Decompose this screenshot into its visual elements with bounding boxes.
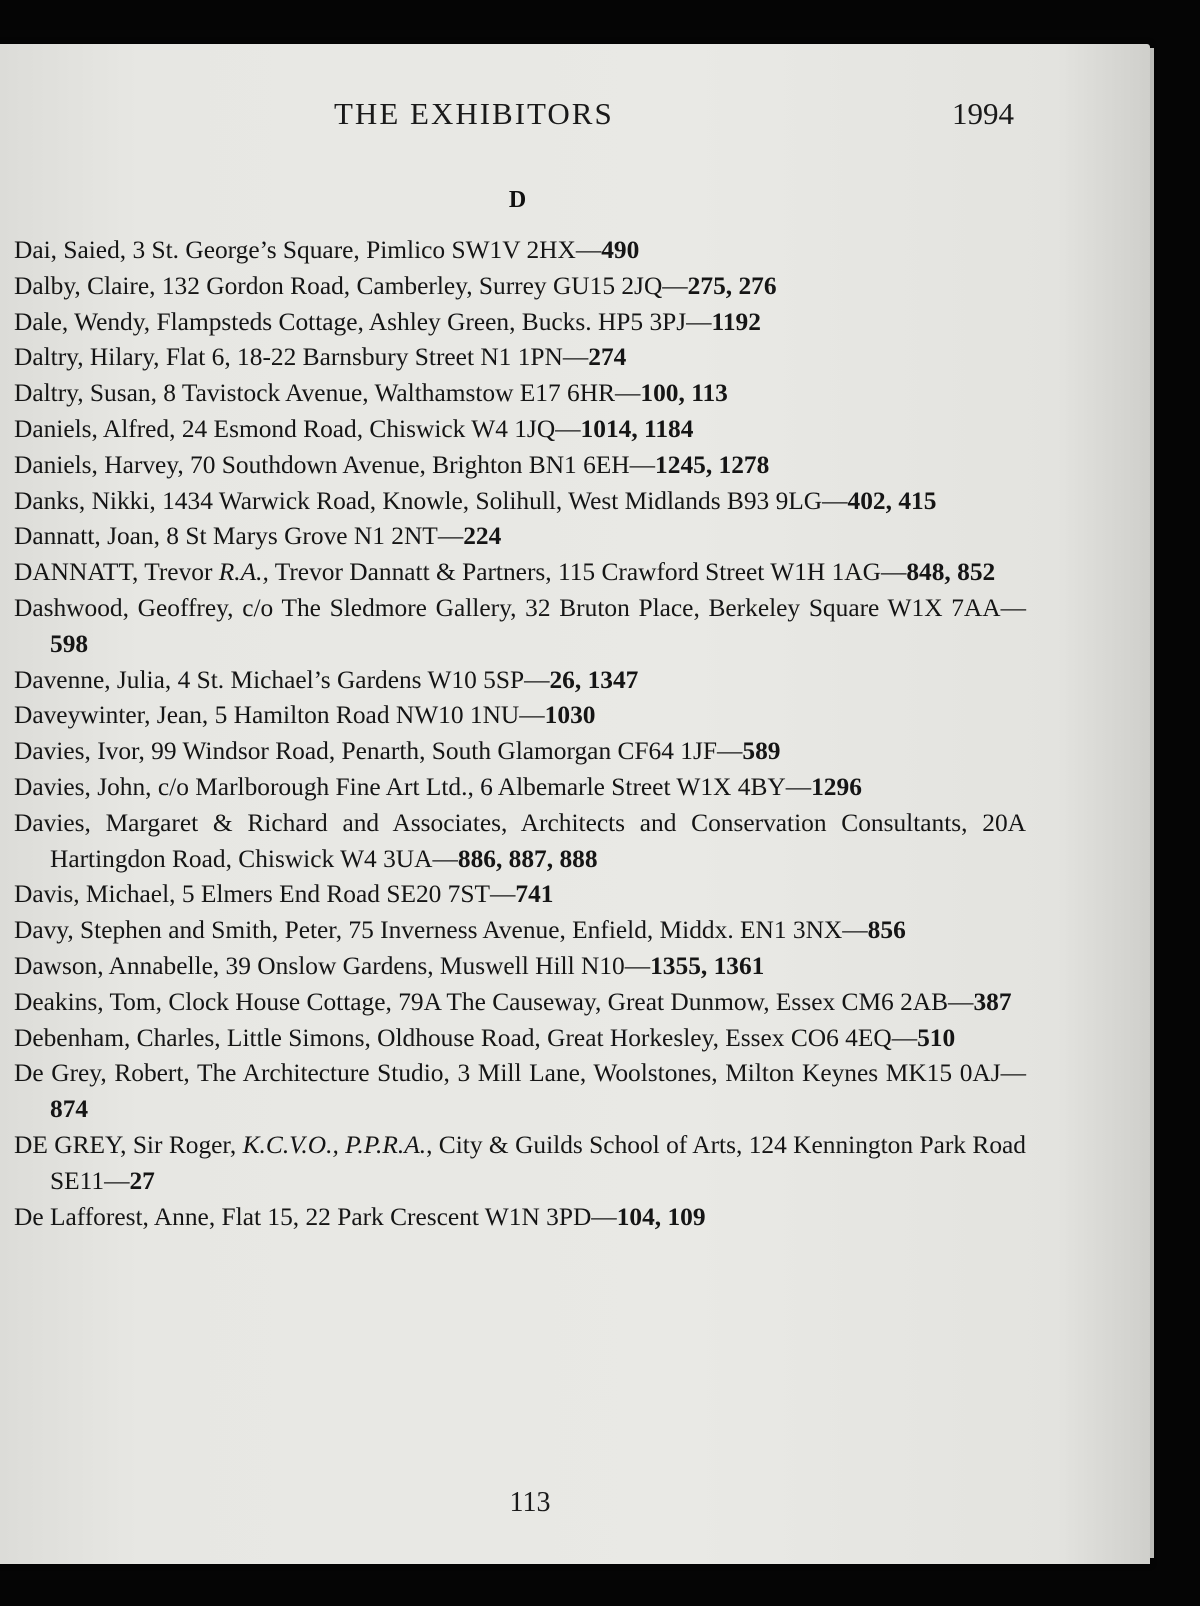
entry-catalogue-numbers: 387 [973, 987, 1012, 1016]
entry-text: Davies, John, c/o Marlborough Fine Art Ltd., 6 Albemarle Street W1X 4BY— [14, 772, 812, 801]
entry-catalogue-numbers: 1014, 1184 [580, 414, 694, 443]
entry-honours: R.A., [218, 558, 269, 587]
entry-catalogue-numbers: 886, 887, 888 [457, 844, 598, 873]
entry-text: Danks, Nikki, 1434 Warwick Road, Knowle, Solihull, West Midlands B93 9LG— [14, 486, 848, 515]
exhibitor-entry [14, 770, 1026, 806]
entry-catalogue-numbers: 1192 [711, 307, 761, 336]
entry-catalogue-numbers: 848, 852 [906, 558, 996, 587]
entry-text: Debenham, Charles, Little Simons, Oldhouse Road, Great Horkesley, Essex CO6 4EQ— [14, 1023, 918, 1052]
entry-catalogue-numbers: 224 [463, 522, 502, 551]
page-edge [1150, 48, 1154, 1558]
entry-catalogue-numbers: 1355, 1361 [650, 951, 765, 980]
exhibitor-entry [14, 663, 1026, 699]
exhibitor-entry [14, 913, 1026, 949]
entry-text: Davis, Michael, 5 Elmers End Road SE20 7ST— [14, 880, 516, 909]
entry-text: Davies, Ivor, 99 Windsor Road, Penarth, South Glamorgan CF64 1JF— [14, 737, 743, 766]
exhibitor-entry [14, 806, 1026, 878]
entry-catalogue-numbers: 1296 [811, 772, 862, 801]
exhibitor-entry [14, 376, 1026, 412]
entry-text: Davies, Margaret & Richard and Associates, Architects and Conservation Consultants, 20A Hartingdon Road, Chiswick W4 3UA— [14, 808, 1026, 873]
entry-text: Daltry, Susan, 8 Tavistock Avenue, Walthamstow E17 6HR— [14, 379, 641, 408]
entry-honours: K.C.V.O., P.P.R.A. [242, 1130, 427, 1159]
entry-catalogue-numbers: 589 [742, 737, 781, 766]
entry-catalogue-numbers: 490 [601, 236, 640, 264]
entry-name: DE GREY, Sir Roger, [14, 1130, 243, 1159]
entry-catalogue-numbers: 741 [515, 880, 554, 909]
entry-catalogue-numbers: 856 [867, 916, 906, 945]
book-page [0, 44, 1150, 1564]
exhibitor-entry [14, 877, 1026, 913]
entry-catalogue-numbers: 402, 415 [847, 486, 937, 515]
section-letter: D [508, 187, 527, 213]
exhibitor-entry [14, 340, 1026, 376]
entry-catalogue-numbers: 27 [129, 1166, 155, 1195]
entry-text: Davy, Stephen and Smith, Peter, 75 Inverness Avenue, Enfield, Middx. EN1 3NX— [14, 916, 868, 945]
running-header [0, 96, 1150, 136]
header-title: THE EXHIBITORS [334, 96, 614, 131]
entry-text: Trevor Dannatt & Partners, 115 Crawford Street W1H 1AG— [268, 558, 907, 587]
entry-catalogue-numbers: 598 [50, 629, 89, 658]
entry-catalogue-numbers: 100, 113 [640, 379, 728, 408]
entry-catalogue-numbers: 1245, 1278 [655, 450, 770, 479]
exhibitor-entry [14, 448, 1026, 484]
entry-text: Dashwood, Geoffrey, c/o The Sledmore Gallery, 32 Bruton Place, Berkeley Square W1X 7AA— [14, 593, 1026, 622]
entry-catalogue-numbers: 26, 1347 [549, 665, 639, 694]
entry-catalogue-numbers: 104, 109 [616, 1202, 706, 1231]
entry-catalogue-numbers: 1030 [544, 701, 596, 730]
entry-catalogue-numbers: 274 [588, 343, 627, 372]
exhibitor-entry [14, 305, 1026, 341]
entry-text: Daltry, Hilary, Flat 6, 18-22 Barnsbury Street N1 1PN— [14, 343, 589, 372]
entry-text: Daniels, Harvey, 70 Southdown Avenue, Brighton BN1 6EH— [14, 450, 656, 479]
entry-text: Dannatt, Joan, 8 St Marys Grove N1 2NT— [14, 522, 464, 551]
entry-text: Dale, Wendy, Flampsteds Cottage, Ashley Green, Bucks. HP5 3PJ— [14, 307, 712, 336]
entry-text: Dawson, Annabelle, 39 Onslow Gardens, Muswell Hill N10— [14, 951, 651, 980]
exhibitor-entry [14, 1021, 1026, 1057]
exhibitor-list [14, 233, 1026, 1235]
entry-text: Daniels, Alfred, 24 Esmond Road, Chiswick W4 1JQ— [14, 414, 581, 443]
entry-text: Dalby, Claire, 132 Gordon Road, Camberley, Surrey GU15 2JQ— [14, 271, 688, 300]
entry-text: Deakins, Tom, Clock House Cottage, 79A The Causeway, Great Dunmow, Essex CM6 2AB— [14, 987, 974, 1016]
exhibitor-entry [14, 949, 1026, 985]
exhibitor-entry [14, 519, 1026, 555]
exhibitor-entry [14, 1200, 1026, 1236]
exhibitor-entry [14, 484, 1026, 520]
entry-text: De Grey, Robert, The Architecture Studio, 3 Mill Lane, Woolstones, Milton Keynes MK15 0AJ— [14, 1059, 1026, 1088]
exhibitor-entry [14, 269, 1026, 305]
page-number: 113 [509, 1487, 551, 1518]
exhibitor-entry [14, 1056, 1026, 1128]
entry-text: Daveywinter, Jean, 5 Hamilton Road NW10 1NU— [14, 701, 545, 730]
exhibitor-entry [14, 1128, 1026, 1200]
exhibitor-entry [14, 555, 1026, 591]
header-year: 1994 [952, 96, 1014, 131]
exhibitor-entry [14, 985, 1026, 1021]
entry-catalogue-numbers: 510 [917, 1023, 956, 1052]
exhibitor-entry [14, 233, 1026, 269]
entry-text: , City & Guilds School of Arts, 124 Kennington Park Road SE11— [50, 1130, 1026, 1195]
exhibitor-entry [14, 412, 1026, 448]
entry-catalogue-numbers: 874 [50, 1095, 89, 1124]
exhibitor-entry [14, 698, 1026, 734]
entry-text: Davenne, Julia, 4 St. Michael’s Gardens W10 5SP— [14, 665, 550, 694]
entry-name: DANNATT, Trevor [14, 558, 219, 587]
entry-text: De Lafforest, Anne, Flat 15, 22 Park Crescent W1N 3PD— [14, 1202, 617, 1231]
entry-text: Dai, Saied, 3 St. George’s Square, Pimlico SW1V 2HX— [14, 236, 602, 264]
entry-catalogue-numbers: 275, 276 [687, 271, 777, 300]
exhibitor-entry [14, 734, 1026, 770]
exhibitor-entry [14, 591, 1026, 663]
